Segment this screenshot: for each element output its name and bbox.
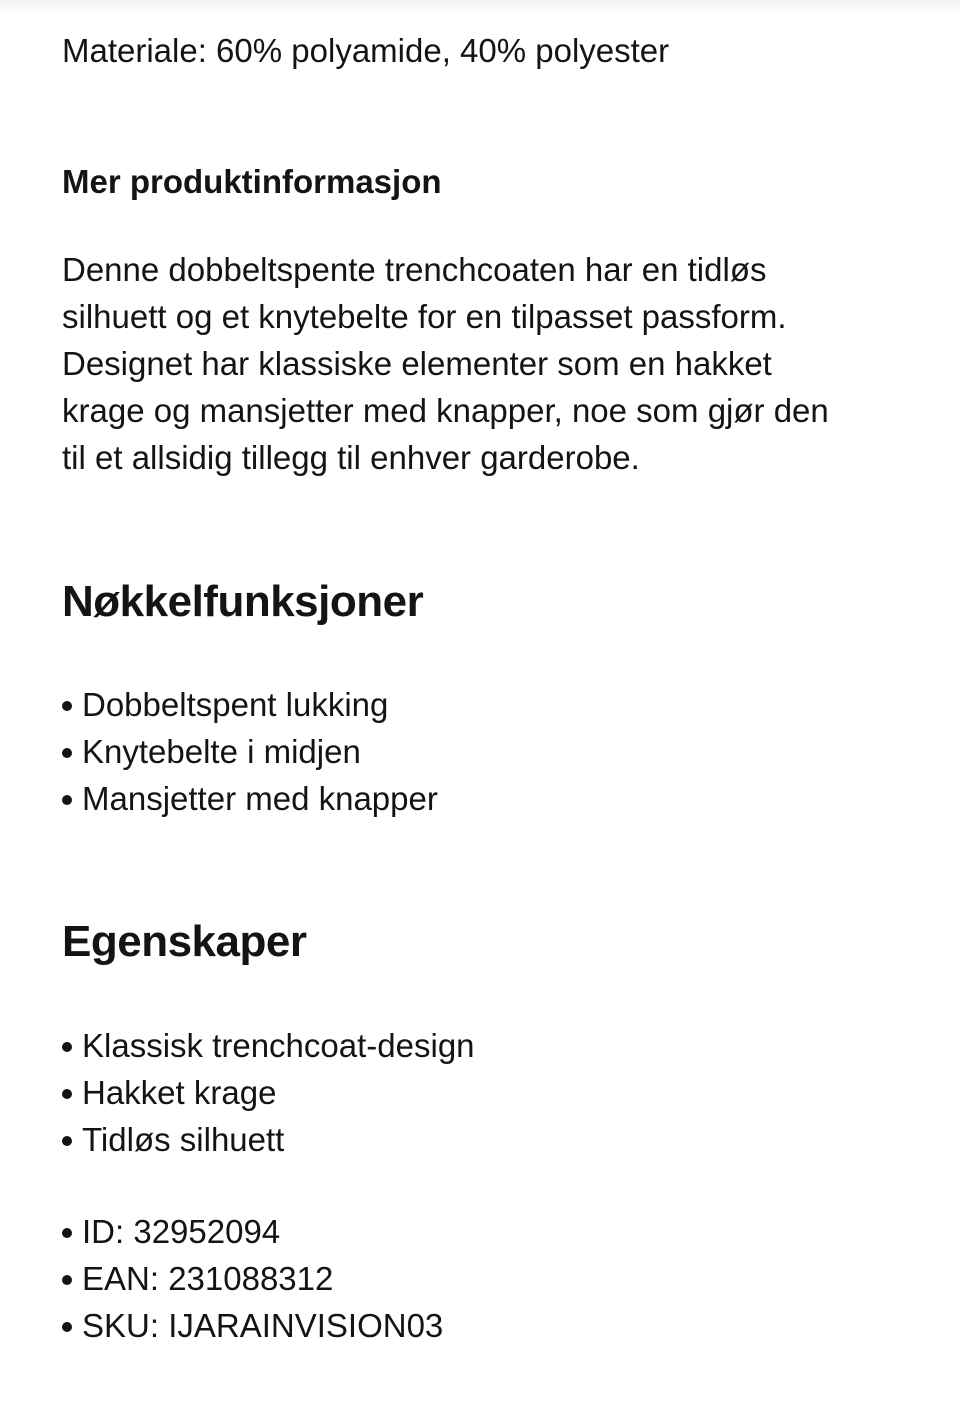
list-item	[62, 1022, 475, 1069]
description-line: Designet har klassiske elementer som en hakket	[62, 345, 772, 382]
key-features-heading: Nøkkelfunksjoner	[62, 577, 424, 626]
bullet-icon	[62, 1322, 72, 1332]
description-line: silhuett og et knytebelte for en tilpasset passform.	[62, 298, 787, 335]
bullet-icon	[62, 1089, 72, 1099]
list-item	[62, 775, 438, 822]
list-item	[62, 1116, 475, 1163]
list-item	[62, 1302, 443, 1349]
description-line: Denne dobbeltspente trenchcoaten har en tidløs	[62, 251, 767, 288]
bullet-icon	[62, 701, 72, 711]
list-item	[62, 1069, 475, 1116]
identifiers-list	[62, 1208, 443, 1349]
list-item-label: Dobbeltspent lukking	[82, 686, 389, 723]
description-line: til et allsidig tillegg til enhver garderobe.	[62, 439, 640, 476]
product-id: ID: 32952094	[82, 1213, 281, 1250]
list-item-label: Klassisk trenchcoat-design	[82, 1027, 475, 1064]
product-ean: EAN: 231088312	[82, 1260, 334, 1297]
material-text: Materiale: 60% polyamide, 40% polyester	[62, 32, 670, 69]
list-item	[62, 728, 438, 775]
list-item-label: Hakket krage	[82, 1074, 277, 1111]
list-item	[62, 1208, 443, 1255]
properties-heading: Egenskaper	[62, 917, 307, 966]
list-item	[62, 681, 438, 728]
list-item-label: Mansjetter med knapper	[82, 780, 438, 817]
bullet-icon	[62, 1228, 72, 1238]
list-item-label: Knytebelte i midjen	[82, 733, 361, 770]
top-edge-shadow	[0, 0, 960, 14]
list-item-label: Tidløs silhuett	[82, 1121, 285, 1158]
bullet-icon	[62, 748, 72, 758]
bullet-icon	[62, 1136, 72, 1146]
properties-list	[62, 1022, 475, 1163]
product-sku: SKU: IJARAINVISION03	[82, 1307, 444, 1344]
list-item	[62, 1255, 443, 1302]
bullet-icon	[62, 1275, 72, 1285]
bullet-icon	[62, 1042, 72, 1052]
product-description	[62, 246, 922, 481]
key-features-list	[62, 681, 438, 822]
bullet-icon	[62, 795, 72, 805]
description-line: krage og mansjetter med knapper, noe som gjør den	[62, 392, 829, 429]
more-info-heading: Mer produktinformasjon	[62, 163, 442, 200]
